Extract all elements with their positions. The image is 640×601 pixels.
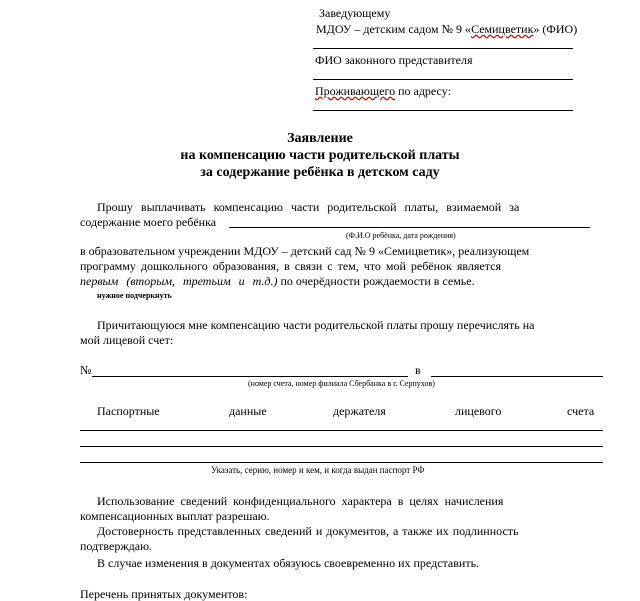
passport-line-3[interactable] xyxy=(80,462,603,463)
passport-word-1: Паспортные xyxy=(97,404,160,418)
address-line[interactable] xyxy=(313,110,573,111)
consent-line-4: подтверждаю. xyxy=(80,539,153,553)
organization-name xyxy=(316,23,577,35)
passport-line-1[interactable] xyxy=(80,430,603,431)
representative-label: ФИО законного представителя xyxy=(315,53,473,67)
address-word: Проживающего xyxy=(315,84,396,98)
head-name-line[interactable] xyxy=(313,48,573,49)
underline-hint: нужное подчеркнуть xyxy=(97,291,172,300)
document-subtitle-2: за содержание ребёнка в детском саду xyxy=(200,165,440,180)
request-line-1: Прошу выплачивать компенсацию части родительской платы, взимаемой за xyxy=(97,200,520,214)
consent-line-3: Достоверность представленных сведений и документов, а также их подлинность xyxy=(97,524,519,538)
passport-word-5: счета xyxy=(567,404,595,418)
passport-word-3: держателя xyxy=(333,404,386,418)
document-subtitle-1: на компенсацию части родительской платы xyxy=(180,148,460,163)
passport-word-2: данные xyxy=(229,404,267,418)
child-name-hint: (Ф.И.О ребёнка, дата рождения) xyxy=(346,231,456,240)
branch-in-word: в xyxy=(415,363,421,377)
account-number-line[interactable] xyxy=(92,376,408,377)
request-line-2: содержание моего ребёнка xyxy=(80,215,217,229)
account-hint: (номер счета, номер филиала Сбербанка в г. Серпухов) xyxy=(248,379,435,388)
consent-line-1: Использование сведений конфиденциального характера в целях начисления xyxy=(97,494,504,508)
passport-line-2[interactable] xyxy=(80,446,603,447)
consent-line-2: компенсационных выплат разрешаю. xyxy=(80,509,270,523)
representative-line[interactable] xyxy=(313,79,573,80)
account-line-2: мой лицевой счет: xyxy=(80,333,174,347)
branch-line[interactable] xyxy=(431,376,603,377)
org-name: Семицветик xyxy=(471,22,534,36)
passport-word-4: лицевого xyxy=(455,404,502,418)
birth-order-rest: по очерёдности рождаемости в семье. xyxy=(277,274,475,288)
birth-order-options: первым (вторым, третьим и т.д.) xyxy=(80,274,278,288)
address-label xyxy=(315,85,451,97)
documents-label: Перечень принятых документов: xyxy=(80,587,248,601)
number-sign: № xyxy=(80,363,92,377)
request-line-3: в образовательном учреждении МДОУ – детский сад № 9 «Семицветик», реализующем xyxy=(80,244,530,258)
account-line-1: Причитающуюся мне компенсацию части родительской платы прошу перечислять на xyxy=(97,318,535,332)
consent-line-5: В случае изменения в документах обязуюсь своевременно их представить. xyxy=(97,556,480,570)
addressee-label: Заведующему xyxy=(319,6,391,20)
address-rest: по адресу: xyxy=(395,84,451,98)
child-name-line[interactable] xyxy=(229,227,590,228)
org-prefix: МДОУ – детским садом № 9 « xyxy=(316,22,472,36)
request-line-5 xyxy=(80,275,475,287)
passport-hint: Указать, серию, номер и кем, и когда выдан паспорт РФ xyxy=(211,465,425,475)
request-line-4: программу дошкольного образования, в связи с тем, что мой ребёнок является xyxy=(80,259,501,273)
org-suffix: » (ФИО) xyxy=(533,22,578,36)
document-title: Заявление xyxy=(287,131,353,146)
